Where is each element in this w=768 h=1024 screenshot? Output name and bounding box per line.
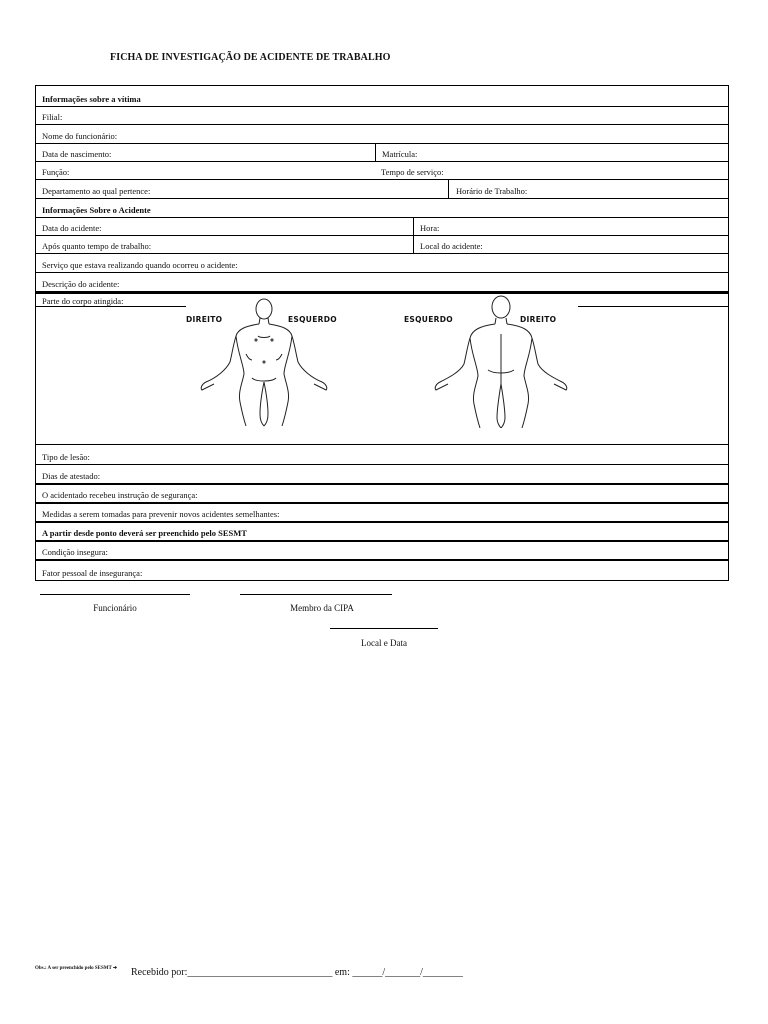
horario-field[interactable] [448,180,728,198]
apos-tempo-label: Após quanto tempo de trabalho: [42,241,152,251]
dias-atestado-label: Dias de atestado: [42,471,101,481]
data-nascimento-field[interactable] [36,144,375,161]
departamento-horario-row [36,180,728,199]
horario-label: Horário de Trabalho: [456,186,528,196]
medidas-row[interactable] [36,504,728,523]
nascimento-matricula-row [36,144,728,162]
instrucao-row[interactable] [36,485,728,504]
parte-corpo-label: Parte do corpo atingida: [42,296,124,306]
data-hora-row [36,218,728,236]
front-right-side-label: DIREITO [186,315,223,324]
instrucao-label: O acidentado recebeu instrução de segurança: [42,490,198,500]
apos-local-row [36,236,728,254]
funcao-field[interactable] [36,162,375,179]
condicao-label: Condição insegura: [42,547,108,557]
tempo-servico-field[interactable] [375,162,728,179]
local-acidente-field[interactable] [413,236,728,253]
back-left-side-label: ESQUERDO [404,315,453,324]
funcionario-label: Funcionário [93,603,137,613]
body-back-figure[interactable] [416,294,586,428]
servico-label: Serviço que estava realizando quando ocorreu o acidente: [42,260,238,270]
answer-line[interactable] [578,306,728,307]
answer-line[interactable] [36,306,186,307]
section-title: Informações sobre a vítima [42,94,141,104]
accident-form [35,85,729,581]
local-data-line[interactable] [330,628,438,629]
local-data-label: Local e Data [361,638,407,648]
back-right-side-label: DIREITO [520,315,557,324]
funcionario-signature-line[interactable] [40,594,190,595]
apos-tempo-field[interactable] [36,236,413,253]
funcao-tempo-row [36,162,728,180]
tempo-servico-label: Tempo de serviço: [381,167,444,177]
hora-field[interactable] [413,218,728,235]
body-front-figure[interactable] [186,296,346,428]
fator-label: Fator pessoal de insegurança: [42,568,143,578]
condicao-row[interactable] [36,542,728,561]
recebido-line[interactable]: Recebido por:_____________________________ em: ______/_______/________ [131,967,463,978]
cipa-label: Membro da CIPA [290,603,354,613]
front-left-side-label: ESQUERDO [288,315,337,324]
local-acidente-label: Local do acidente: [420,241,483,251]
dias-atestado-row[interactable] [36,465,728,485]
matricula-label: Matrícula: [382,149,418,159]
servico-row[interactable] [36,254,728,273]
fator-row[interactable] [36,561,728,580]
nome-label: Nome do funcionário: [42,131,118,141]
section-title: A partir desde ponto deverá ser preenchido pelo SESMT [42,528,247,538]
filial-row[interactable] [36,107,728,125]
funcao-label: Função: [42,167,70,177]
descricao-row[interactable] [36,273,728,294]
data-nascimento-label: Data de nascimento: [42,149,112,159]
accident-section-header [36,199,728,218]
body-part-row [36,294,728,445]
descricao-label: Descrição do acidente: [42,279,120,289]
section-title: Informações Sobre o Acidente [42,205,151,215]
departamento-field[interactable] [36,180,448,198]
medidas-label: Medidas a serem tomadas para prevenir novos acidentes semelhantes: [42,509,280,519]
sesmt-section-header [36,523,728,542]
victim-section-header [36,86,728,107]
departamento-label: Departamento ao qual pertence: [42,186,151,196]
filial-label: Filial: [42,112,63,122]
nome-row[interactable] [36,125,728,144]
page-title: FICHA DE INVESTIGAÇÃO DE ACIDENTE DE TRABALHO [110,52,391,63]
tipo-lesao-label: Tipo de lesão: [42,452,90,462]
data-acidente-field[interactable] [36,218,413,235]
hora-label: Hora: [420,223,440,233]
obs-note: Obs.: A ser preenchido pelo SESMT ➔ [35,966,118,971]
data-acidente-label: Data do acidente: [42,223,102,233]
matricula-field[interactable] [375,144,728,161]
cipa-signature-line[interactable] [240,594,392,595]
tipo-lesao-row[interactable] [36,445,728,465]
